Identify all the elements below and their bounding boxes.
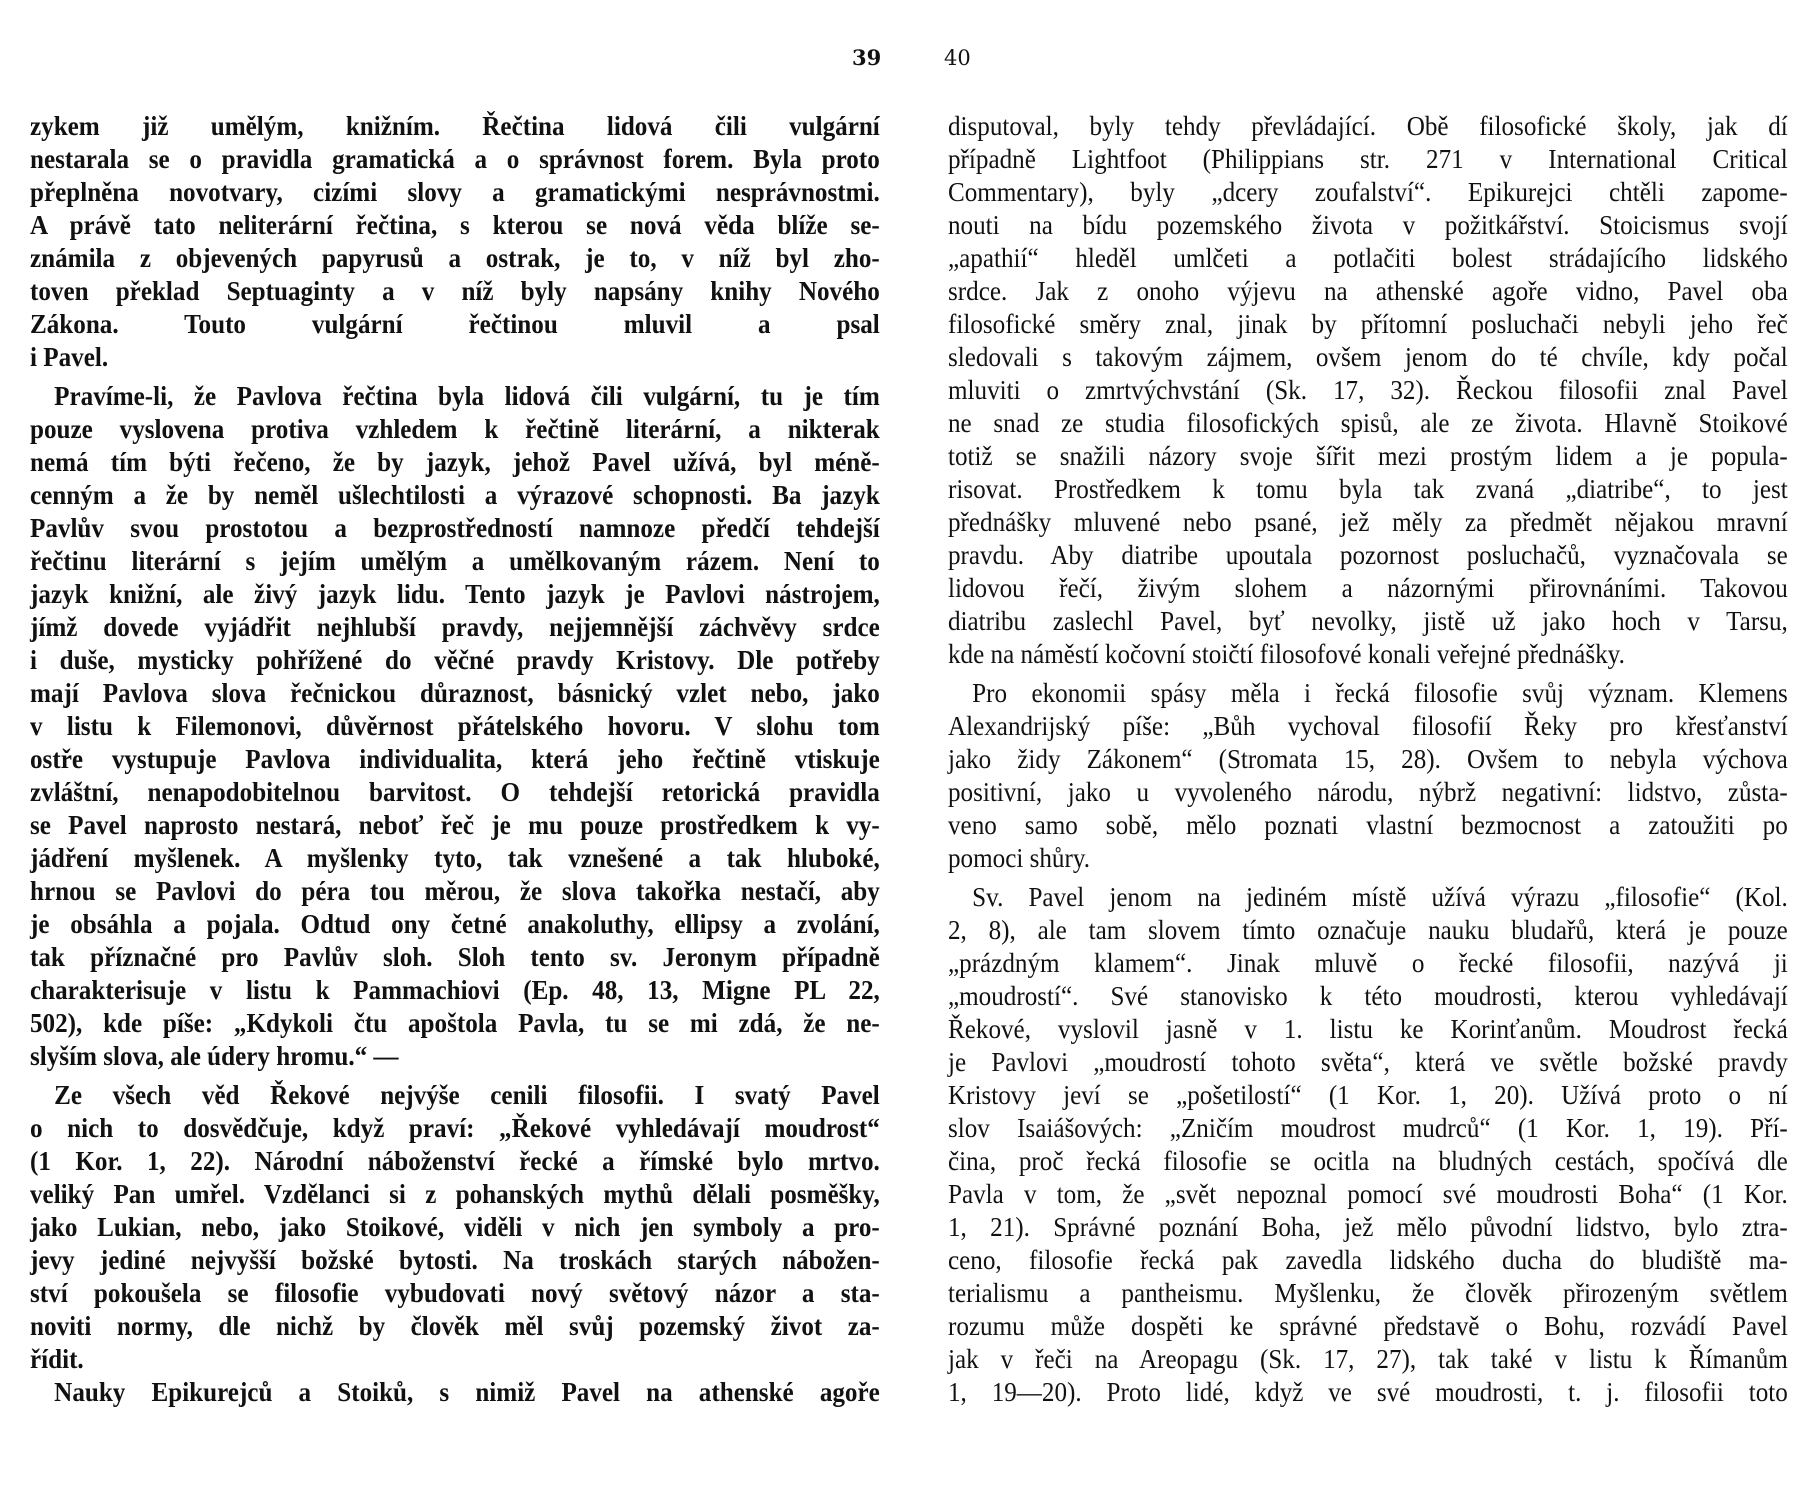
- text-line: Pavlův svou prostotou a bezprostředností namnoze předčí tehdejší: [30, 513, 880, 543]
- page-number-left: 39: [852, 45, 882, 70]
- text-line: čina, proč řecká filosofie se ocitla na bludných cestách, spočívá dle: [948, 1146, 1788, 1176]
- text-line: veno samo sobě, mělo poznati vlastní bezmocnost a zatoužiti po: [948, 810, 1788, 840]
- text-line: i Pavel.: [30, 342, 109, 372]
- text-line: „prázdným klamem“. Jinak mluvě o řecké filosofii, nazývá ji: [948, 948, 1788, 978]
- text-line: mají Pavlova slova řečnickou důraznost, básnický vzlet nebo, jako: [30, 678, 880, 708]
- text-line: srdce. Jak z onoho výjevu na athenské agoře vidno, Pavel oba: [948, 276, 1788, 306]
- text-line: Commentary), byly „dcery zoufalství“. Epikurejci chtěli zapome-: [948, 177, 1788, 207]
- text-line: pomoci shůry.: [948, 843, 1091, 873]
- text-line: i duše, mysticky pohřížené do věčné pravdy Kristovy. Dle potřeby: [30, 645, 880, 675]
- text-line: ceno, filosofie řecká pak zavedla lidského ducha do bludiště ma-: [948, 1245, 1788, 1275]
- text-line: risovat. Prostředkem k tomu byla tak zvaná „diatribe“, to jest: [948, 474, 1788, 504]
- text-line: Nauky Epikurejců a Stoiků, s nimiž Pavel na athenské agoře: [54, 1377, 880, 1407]
- text-line: mluviti o zmrtvýchvstání (Sk. 17, 32). Řeckou filosofii znal Pavel: [948, 375, 1788, 405]
- text-line: řídit.: [30, 1344, 84, 1374]
- text-line: 1, 21). Správné poznání Boha, jež mělo původní lidstvo, bylo ztra-: [948, 1212, 1788, 1242]
- text-line: 2, 8), ale tam slovem tímto označuje nauku bludařů, která je pouze: [948, 915, 1788, 945]
- text-line: totiž se snažili názory svoje šířit mezi prostým lidem a je popula-: [948, 441, 1788, 471]
- text-line: přednášky mluvené nebo psané, jež měly za předmět nějakou mravní: [948, 507, 1788, 537]
- text-line: 1, 19—20). Proto lidé, když ve své moudrosti, t. j. filosofii toto: [948, 1377, 1788, 1407]
- left-page-body: [30, 110, 880, 1409]
- text-line: „apathií“ hleděl umlčeti a potlačiti bolest strádajícího lidského: [948, 243, 1788, 273]
- paragraph: [30, 1079, 880, 1376]
- text-line: přeplněna novotvary, cizími slovy a gramatickými nesprávnostmi.: [30, 177, 880, 207]
- text-line: jazyk knižní, ale živý jazyk lidu. Tento jazyk je Pavlovi nástrojem,: [30, 579, 880, 609]
- text-line: hrnou se Pavlovi do péra tou měrou, že slova takořka nestačí, aby: [30, 876, 880, 906]
- text-line: 502), kde píše: „Kdykoli čtu apoštola Pavla, tu se mi zdá, že ne-: [30, 1008, 880, 1038]
- text-line: zykem již umělým, knižním. Řečtina lidová čili vulgární: [30, 111, 880, 141]
- text-line: terialismu a pantheismu. Myšlenku, že člověk přirozeným světlem: [948, 1278, 1788, 1308]
- text-line: Pro ekonomii spásy měla i řecká filosofie svůj význam. Klemens: [972, 678, 1788, 708]
- text-line: v listu k Filemonovi, důvěrnost přátelského hovoru. V slohu tom: [30, 711, 880, 741]
- text-line: Řekové, vyslovil jasně v 1. listu ke Korinťanům. Moudrost řecká: [948, 1014, 1788, 1044]
- text-line: ství pokoušela se filosofie vybudovati nový světový názor a sta-: [30, 1278, 880, 1308]
- text-line: lidovou řečí, živým slohem a názornými přirovnáními. Takovou: [948, 573, 1788, 603]
- text-line: rozumu může dospěti ke správné představě o Bohu, rozvádí Pavel: [948, 1311, 1788, 1341]
- text-line: jímž dovede vyjádřit nejhlubší pravdy, nejjemnější záchvěvy srdce: [30, 612, 880, 642]
- paragraph: [948, 677, 1788, 875]
- text-line: známila z objevených papyrusů a ostrak, je to, v níž byl zho-: [30, 243, 880, 273]
- paragraph: [948, 110, 1788, 671]
- text-line: jevy jediné nejvyšší božské bytosti. Na troskách starých nábožen-: [30, 1245, 880, 1275]
- text-line: slyším slova, ale údery hromu.“ —: [30, 1041, 399, 1071]
- text-line: Sv. Pavel jenom na jediném místě užívá výrazu „filosofie“ (Kol.: [972, 882, 1788, 912]
- text-line: řečtinu literární s jejím umělým a umělkovaným rázem. Není to: [30, 546, 880, 576]
- text-line: cenným a že by neměl ušlechtilosti a výrazové schopnosti. Ba jazyk: [30, 480, 880, 510]
- text-line: pravdu. Aby diatribe upoutala pozornost posluchačů, vyznačovala se: [948, 540, 1788, 570]
- text-line: filosofické směry znal, jinak by přítomní posluchači nebyli jeho řeč: [948, 309, 1788, 339]
- text-line: veliký Pan umřel. Vzdělanci si z pohanských mythů dělali posměšky,: [30, 1179, 880, 1209]
- text-line: nouti na bídu pozemského života v požitkářství. Stoicismus svojí: [948, 210, 1788, 240]
- text-line: slov Isaiášových: „Zničím moudrost mudrců“ (1 Kor. 1, 19). Pří-: [948, 1113, 1788, 1143]
- text-line: „moudrostí“. Své stanovisko k této moudrosti, kterou vyhledávají: [948, 981, 1788, 1011]
- paragraph: [30, 380, 880, 1073]
- text-line: pouze vyslovena protiva vzhledem k řečtině literární, a nikterak: [30, 414, 880, 444]
- text-line: ostře vystupuje Pavlova individualita, která jeho řečtině vtiskuje: [30, 744, 880, 774]
- right-page-body: [948, 110, 1788, 1409]
- text-line: disputoval, byly tehdy převládající. Obě filosofické školy, jak dí: [948, 111, 1788, 141]
- text-line: jádření myšlenek. A myšlenky tyto, tak vznešené a tak hluboké,: [30, 843, 880, 873]
- text-line: ne snad ze studia filosofických spisů, ale ze života. Hlavně Stoikové: [948, 408, 1788, 438]
- paragraph: [948, 881, 1788, 1409]
- text-line: jako židy Zákonem“ (Stromata 15, 28). Ovšem to nebyla výchova: [948, 744, 1788, 774]
- text-line: je obsáhla a pojala. Odtud ony četné anakoluthy, ellipsy a zvolání,: [30, 909, 880, 939]
- text-line: nemá tím býti řečeno, že by jazyk, jehož Pavel užívá, byl méně-: [30, 447, 880, 477]
- paragraph: [30, 110, 880, 374]
- text-line: Alexandrijský píše: „Bůh vychoval filosofií Řeky pro křesťanství: [948, 711, 1788, 741]
- paragraph: [30, 1376, 880, 1409]
- text-line: charakterisuje v listu k Pammachiovi (Ep. 48, 13, Migne PL 22,: [30, 975, 880, 1005]
- text-line: positivní, jako u vyvoleného národu, nýbrž negativní: lidstvo, zůsta-: [948, 777, 1788, 807]
- text-line: Kristovy jeví se „pošetilostí“ (1 Kor. 1, 20). Užívá proto o ní: [948, 1080, 1788, 1110]
- text-line: diatribu zaslechl Pavel, byť nevolky, jistě už jako hoch v Tarsu,: [948, 606, 1788, 636]
- spaced-emphasis-line: Zákona. Touto vulgární řečtinou mluvil a psal: [30, 309, 880, 339]
- text-line: Pravíme-li, že Pavlova řečtina byla lidová čili vulgární, tu je tím: [54, 381, 880, 411]
- page-number-right: 40: [944, 46, 971, 70]
- text-line: se Pavel naprosto nestará, neboť řeč je mu pouze prostředkem k vy-: [30, 810, 880, 840]
- text-line: jako Lukian, nebo, jako Stoikové, viděli v nich jen symboly a pro-: [30, 1212, 880, 1242]
- text-line: o nich to dosvědčuje, když praví: „Řekové vyhledávají moudrost“: [30, 1113, 880, 1143]
- text-line: sledovali s takovým zájmem, ovšem jenom do té chvíle, kdy počal: [948, 342, 1788, 372]
- text-line: je Pavlovi „moudrostí tohoto světa“, která ve světle božské pravdy: [948, 1047, 1788, 1077]
- text-line: toven překlad Septuaginty a v níž byly napsány knihy Nového: [30, 276, 880, 306]
- text-line: Ze všech věd Řekové nejvýše cenili filosofii. I svatý Pavel: [54, 1080, 880, 1110]
- text-line: noviti normy, dle nichž by člověk měl svůj pozemský život za-: [30, 1311, 880, 1341]
- text-line: zvláštní, nenapodobitelnou barvitost. O tehdejší retorická pravidla: [30, 777, 880, 807]
- text-line: nestarala se o pravidla gramatická a o správnost forem. Byla proto: [30, 144, 880, 174]
- text-line: případně Lightfoot (Philippians str. 271 v International Critical: [948, 144, 1788, 174]
- text-line: A právě tato neliterární řečtina, s kterou se nová věda blíže se-: [30, 210, 880, 240]
- text-line: kde na náměstí kočovní stoičtí filosofové konali veřejné přednášky.: [948, 639, 1625, 669]
- text-line: jak v řeči na Areopagu (Sk. 17, 27), tak také v listu k Římanům: [948, 1344, 1788, 1374]
- text-line: (1 Kor. 1, 22). Národní náboženství řecké a římské bylo mrtvo.: [30, 1146, 880, 1176]
- text-line: Pavla v tom, že „svět nepoznal pomocí své moudrosti Boha“ (1 Kor.: [948, 1179, 1788, 1209]
- text-line: tak příznačné pro Pavlův sloh. Sloh tento sv. Jeronym případně: [30, 942, 880, 972]
